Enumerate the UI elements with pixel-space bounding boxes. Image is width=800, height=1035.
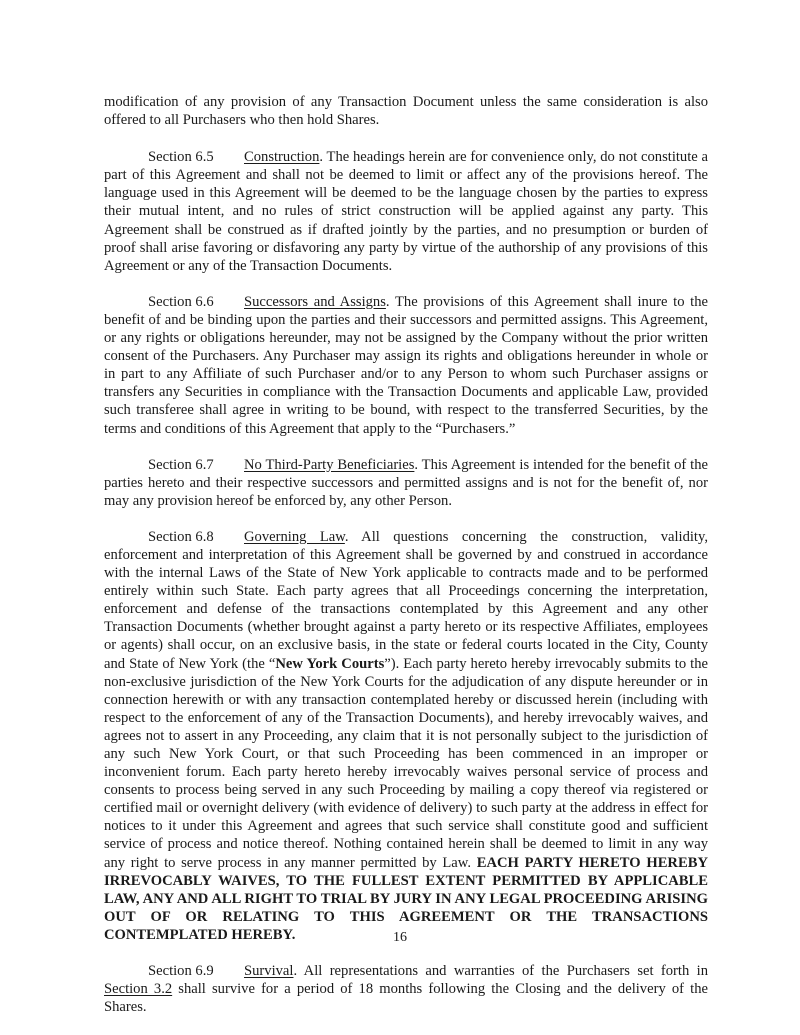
- section-body-part-a: . All questions concerning the construction, validity, enforcement and interpretation of this Agreement shall be governed by and construed in accordance with the internal Laws of the State of New York applicable to contracts made and to be performed entirely within such State. Each party agrees that all Proceedings concerning the interpretation, enforcement and defense of the transactions contemplated by this Agreement and any other Transaction Documents (whether brought against a party hereto or its respective Affiliates, employees or agents) shall occur, on an exclusive basis, in the state or federal courts located in the City, County and State of New York (the “: [104, 528, 708, 672]
- section-heading: No Third-Party Beneficiaries: [244, 456, 415, 473]
- page-number: 16: [393, 930, 407, 945]
- intro-paragraph: [104, 93, 708, 129]
- section-number: Section 6.8: [148, 528, 214, 545]
- section-heading: Survival: [244, 963, 294, 980]
- section-heading: Successors and Assigns: [244, 293, 386, 310]
- section-body-part-b: shall survive for a period of 18 months following the Closing and the delivery of the Shares.: [104, 981, 708, 1016]
- document-page: [104, 93, 708, 1034]
- intro-text: modification of any provision of any Transaction Document unless the same consideration is also offered to all Purchasers who then hold Shares.: [104, 94, 708, 129]
- section-body-part-b: ”). Each party hereto hereby irrevocably submits to the non-exclusive jurisdiction of the New York Courts for the adjudication of any dispute hereunder or in connection herewith or with any transaction contemplated hereby or discussed herein (including with respect to the enforcement of any of the Transaction Documents), and hereby irrevocably waives, and agrees not to assert in any Proceeding, any claim that it is not personally subject to the jurisdiction of any such New York Court, or that such Proceeding has been commenced in an improper or inconvenient forum. Each party hereto hereby irrevocably waives personal service of process and consents to process being served in any such Proceeding by mailing a copy thereof via registered or certified mail or overnight delivery (with evidence of delivery) to such party at the address in effect for notices to it under this Agreement and agrees that such service shall constitute good and sufficient service of process and notice thereof. Nothing contained herein shall be deemed to limit in any way any right to serve process in any manner permitted by Law.: [104, 655, 708, 871]
- section-body: . The provisions of this Agreement shall inure to the benefit of and be binding upon the parties and their successors and permitted assigns. This Agreement, or any rights or obligations hereunder, may not be assigned by the Company without the prior written consent of the Purchasers. Any Purchaser may assign its rights and obligations hereunder in whole or in part to any Affiliate of such Purchaser and/or to any Person to whom such Purchaser assigns or transfers any Securities in compliance with the Transaction Documents and applicable Law, provided such transferee shall agree in writing to be bound, with respect to the transferred Securities, by the terms and conditions of this Agreement that apply to the “Purchasers.”: [104, 293, 709, 437]
- jury-waiver: EACH PARTY HERETO HEREBY IRREVOCABLY WAIVES, TO THE FULLEST EXTENT PERMITTED BY APPLICABLE LAW, ANY AND ALL RIGHT TO TRIAL BY JURY IN ANY LEGAL PROCEEDING ARISING OUT OF OR RELATING TO THIS AGREEMENT OR THE TRANSACTIONS CONTEMPLATED HEREBY.: [104, 854, 708, 943]
- section-6-5: [104, 148, 708, 275]
- section-heading: Governing Law: [244, 528, 345, 545]
- section-body: . The headings herein are for convenience only, do not constitute a part of this Agreement and shall not be deemed to limit or affect any of the provisions hereof. The language used in this Agreement will be deemed to be the language chosen by the parties to express their mutual intent, and no rules of strict construction will be applied against any party. This Agreement shall be construed as if drafted jointly by the parties, and no presumption or burden of proof shall arise favoring or disfavoring any party by virtue of the authorship of any provisions of this Agreement or any of the Transaction Documents.: [104, 149, 708, 274]
- section-body: . This Agreement is intended for the benefit of the parties hereto and their respective successors and permitted assigns and is not for the benefit of, nor may any provision hereof be enforced by, any other Person.: [104, 456, 709, 509]
- section-6-7: [104, 456, 708, 510]
- section-6-9: [104, 962, 708, 1016]
- section-6-8: [104, 528, 708, 944]
- defined-term: New York Courts: [275, 655, 385, 672]
- section-number: Section 6.7: [148, 456, 214, 473]
- section-number: Section 6.6: [148, 293, 214, 310]
- section-cross-reference: Section 3.2: [104, 981, 173, 998]
- section-6-6: [104, 293, 708, 438]
- section-number: Section 6.9: [148, 963, 214, 980]
- section-number: Section 6.5: [148, 149, 214, 166]
- section-heading: Construction: [244, 149, 320, 166]
- section-body-part-a: . All representations and warranties of the Purchasers set forth in: [293, 963, 708, 980]
